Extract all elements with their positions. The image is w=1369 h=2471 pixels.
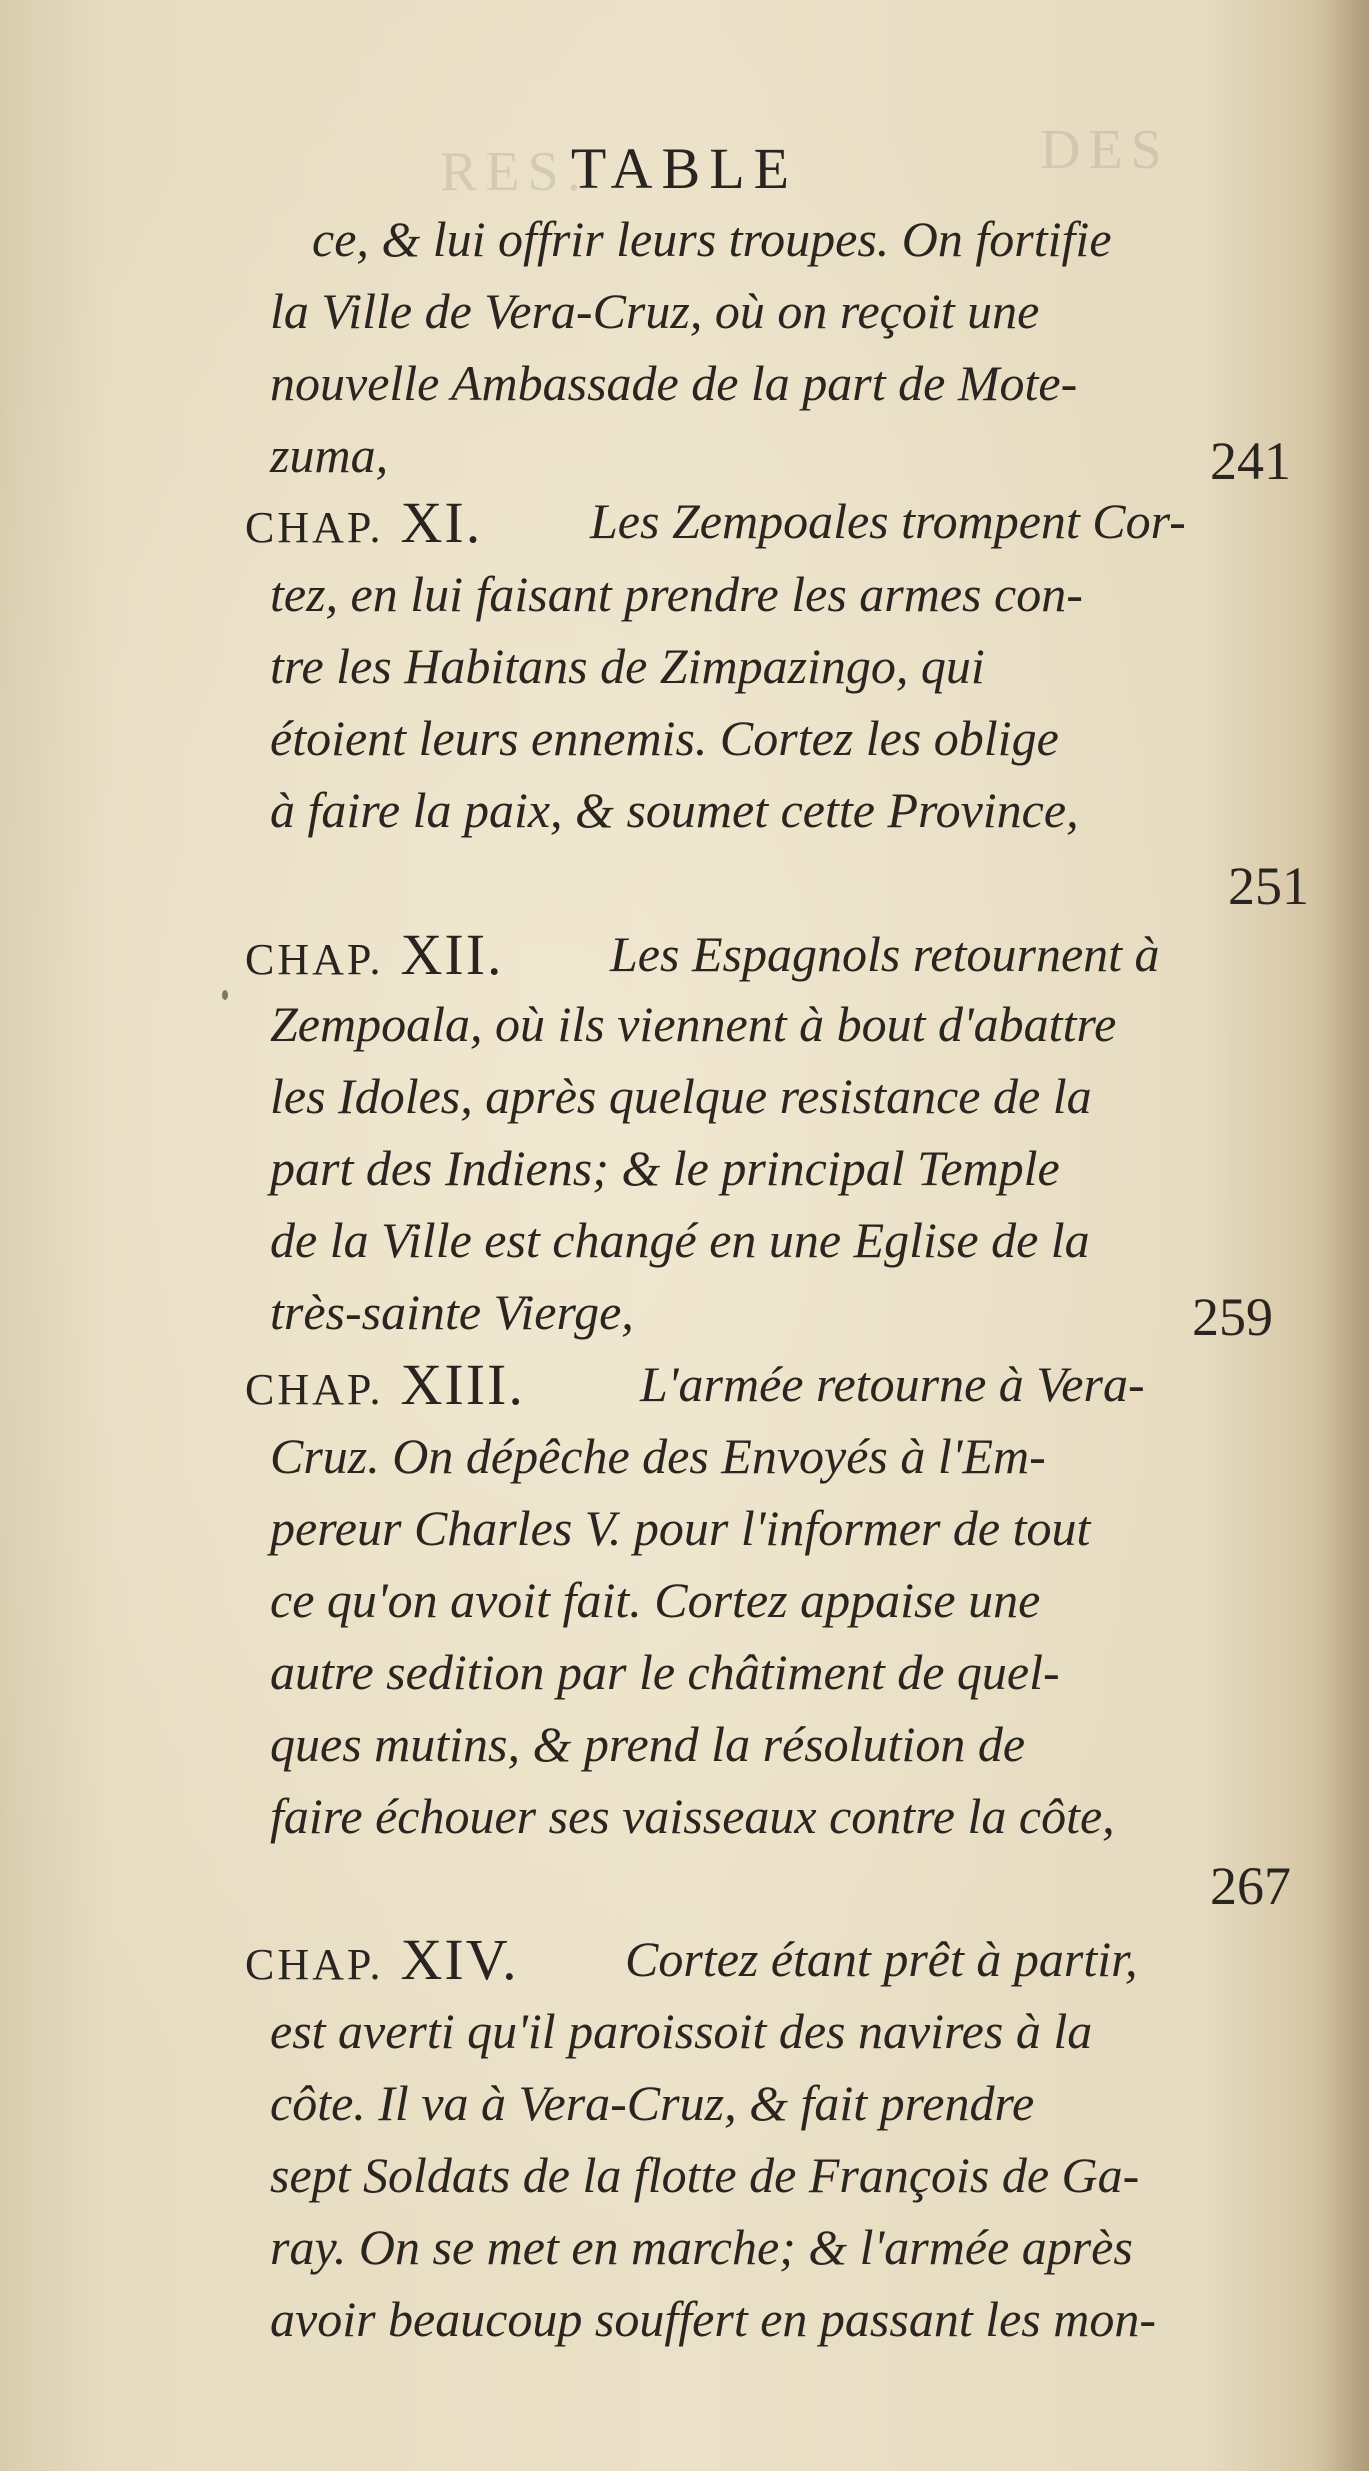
text-line: étoient leurs ennemis. Cortez les oblige <box>270 710 1059 766</box>
text-line: Zempoala, où ils viennent à bout d'abattre <box>270 996 1117 1052</box>
text-line: de la Ville est changé en une Eglise de la <box>270 1212 1090 1268</box>
chapter-heading: CHAP. XIV. <box>245 1927 519 1992</box>
text-line: la Ville de Vera-Cruz, où on reçoit une <box>270 283 1040 339</box>
text-line: côte. Il va à Vera-Cruz, & fait prendre <box>270 2075 1035 2131</box>
text-line: ce, & lui offrir leurs troupes. On fortifie <box>312 211 1112 267</box>
chapter-heading: CHAP. XIII. <box>245 1352 525 1417</box>
chapter-heading: CHAP. XII. <box>245 922 504 987</box>
text-line: part des Indiens; & le principal Temple <box>270 1140 1060 1196</box>
text-line: ray. On se met en marche; & l'armée après <box>270 2219 1133 2275</box>
chapter-title-line: Cortez étant prêt à partir, <box>625 1931 1138 1987</box>
text-line: ques mutins, & prend la résolution de <box>270 1716 1026 1772</box>
page-number: 259 <box>1192 1287 1273 1347</box>
text-line: Cruz. On dépêche des Envoyés à l'Em- <box>270 1428 1046 1484</box>
text-line: à faire la paix, & soumet cette Province, <box>270 782 1079 838</box>
text-line: ce qu'on avoit fait. Cortez appaise une <box>270 1572 1041 1628</box>
text-line: pereur Charles V. pour l'informer de tout <box>270 1500 1091 1556</box>
bleed-through-right: DES <box>1040 119 1170 181</box>
chapter-title-line: L'armée retourne à Vera- <box>640 1356 1145 1412</box>
page-number: 267 <box>1210 1856 1291 1916</box>
page-number: 241 <box>1210 431 1291 491</box>
chapter-heading: CHAP. XI. <box>245 490 483 555</box>
bleed-through-left: RES. <box>440 141 589 203</box>
text-line: tre les Habitans de Zimpazingo, qui <box>270 638 985 694</box>
text-line: faire échouer ses vaisseaux contre la côte, <box>270 1788 1115 1844</box>
text-line: avoir beaucoup souffert en passant les mon- <box>270 2291 1157 2347</box>
chapter-title-line: Les Espagnols retournent à <box>610 926 1160 982</box>
text-line: est averti qu'il paroissoit des navires à la <box>270 2003 1093 2059</box>
text-line: très-sainte Vierge, <box>270 1284 634 1340</box>
chapter-title-line: Les Zempoales trompent Cor- <box>590 493 1186 549</box>
text-line: zuma, <box>270 427 389 483</box>
text-line: les Idoles, après quelque resistance de la <box>270 1068 1092 1124</box>
running-head: TABLE <box>570 136 799 201</box>
text-line: autre sedition par le châtiment de quel- <box>270 1644 1060 1700</box>
text-line: tez, en lui faisant prendre les armes con- <box>270 566 1083 622</box>
text-line: sept Soldats de la flotte de François de Ga- <box>270 2147 1140 2203</box>
text-line: nouvelle Ambassade de la part de Mote- <box>270 355 1078 411</box>
page-number: 251 <box>1228 856 1309 916</box>
